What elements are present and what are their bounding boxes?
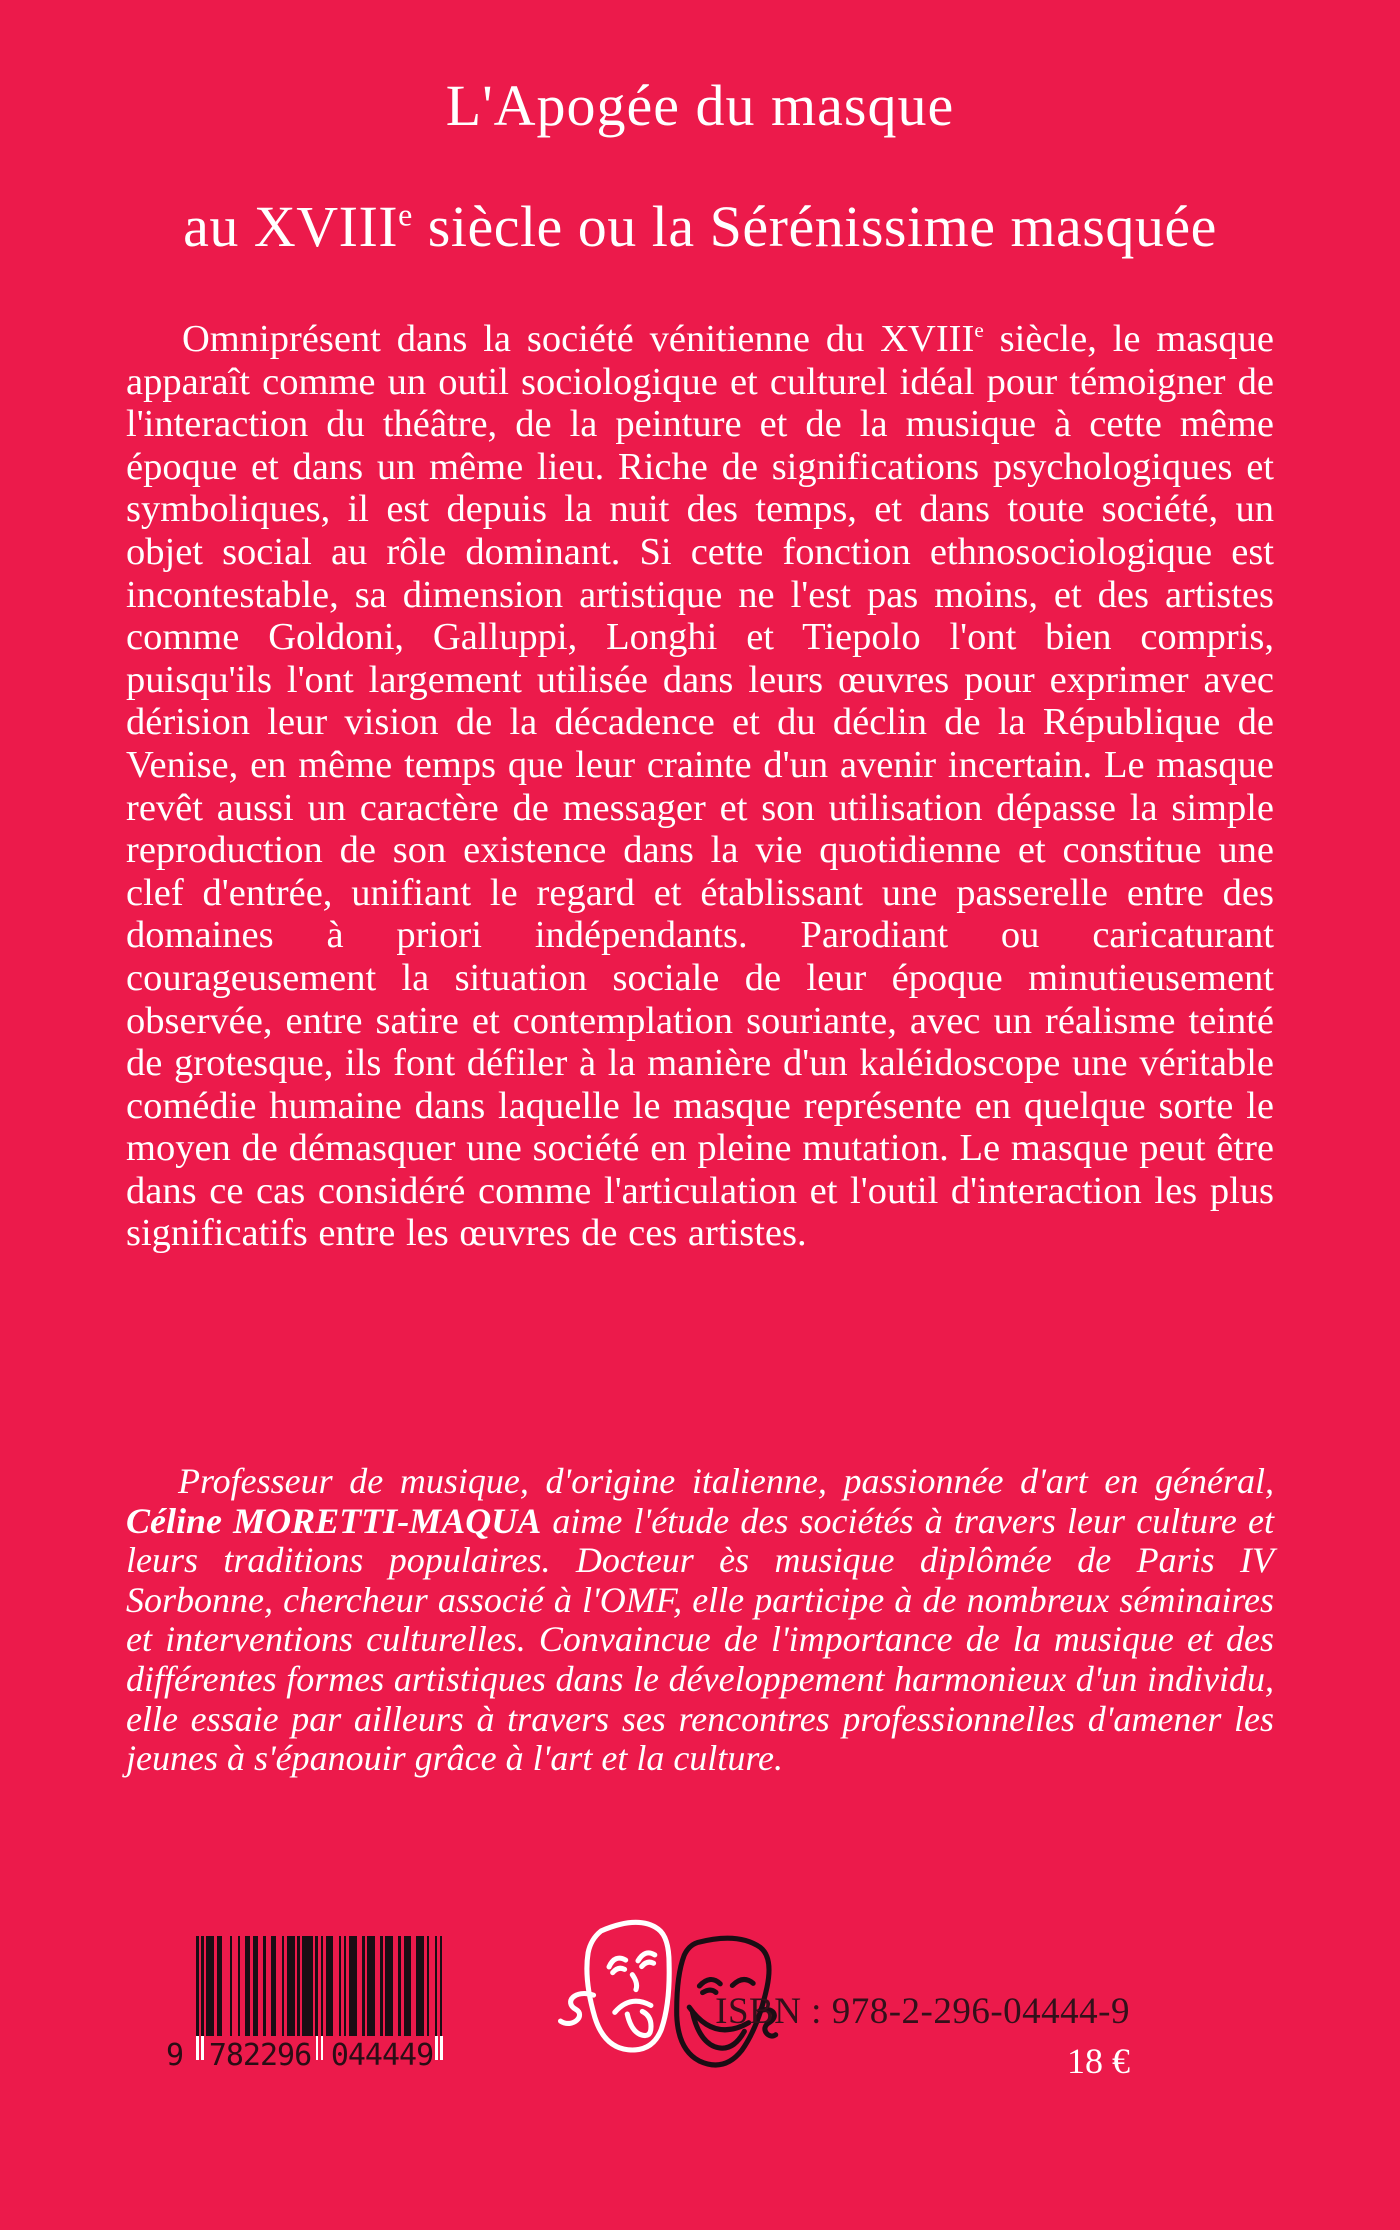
barcode-guard-bar (201, 2036, 204, 2060)
barcode-digit-group-2: 782296 (208, 2038, 312, 2073)
title-line-2-rest: siècle ou la Sérénissime masquée (412, 194, 1217, 259)
isbn-text: ISBN : 978-2-296-04444-9 (715, 1991, 1130, 2032)
price-text: 18 € (1067, 2041, 1130, 2081)
ean-barcode (166, 1936, 443, 2073)
synopsis-superscript-e: e (974, 318, 984, 343)
barcode-bars (196, 1936, 443, 2036)
bio-text-rest: aime l'étude des sociétés à travers leur culture et leurs traditions populaires. Docteur ès musique diplômée de Paris IV Sorbonne, chercheur associé à l'OMF, elle participe à de nombreux séminaires et interventions culturelles. Convaincue de l'importance de la musique et des différentes formes artistiques dans le développement harmonieux d'un individu, elle essaie par ailleurs à travers ses rencontres professionnelles d'amener les jeunes à s'épanouir grâce à l'art et la culture. (126, 1500, 1274, 1779)
barcode-digits (166, 2036, 443, 2073)
synopsis-text-rest: siècle, le masque apparaît comme un outil sociologique et culturel idéal pour témoigner de l'interaction du théâtre, de la peinture et de la musique à cette même époque et dans un même lieu. Riche de significations psychologiques et symboliques, il est depuis la nuit des temps, et dans toute société, un objet social au rôle dominant. Si cette fonction ethnosociologique est incontestable, sa dimension artistique ne l'est pas moins, et des artistes comme Goldoni, Galluppi, Longhi et Tiepolo l'ont bien compris, puisqu'ils l'ont largement utilisée dans leurs œuvres pour exprimer avec dérision leur vision de la décadence et du déclin de la République de Venise, en même temps que leur crainte d'un avenir incertain. Le masque revêt aussi un caractère de messager et son utilisation dépasse la simple reproduction de son existence dans la vie quotidienne et constitue une clef d'entrée, unifiant le regard et établissant une passerelle entre des domaines à priori indépendants. Parodiant ou caricaturant courageusement la situation sociale de leur époque minutieusement observée, entre satire et contemplation souriante, avec un réalisme teinté de grotesque, ils font défiler à la manière d'un kaléidoscope une véritable comédie humaine dans laquelle le masque représente en quelque sorte le moyen de démasquer une société en pleine mutation. Le masque peut être dans ce cas considéré comme l'articulation et l'outil d'interaction les plus significatifs entre les œuvres de ces artistes. (126, 318, 1274, 1255)
barcode-guard-bar (196, 2036, 199, 2060)
title-line-1: L'Apogée du masque (445, 73, 955, 138)
title-superscript-e: e (398, 197, 413, 233)
barcode-guard-bar (316, 2036, 319, 2060)
barcode-guard-bar (440, 2036, 443, 2060)
barcode-digit-group-1: 9 (166, 2038, 184, 2073)
barcode-guard-bar (435, 2036, 438, 2060)
barcode-guard-bar (321, 2036, 324, 2060)
isbn-price-block (715, 1990, 1130, 2082)
synopsis-text-start: Omniprésent dans la société vénitienne du XVIII (182, 318, 975, 360)
bio-text-start: Professeur de musique, d'origine italienne, passionnée d'art en général, (178, 1461, 1274, 1501)
author-bio-paragraph (126, 1462, 1274, 1779)
book-title (0, 72, 1400, 260)
tragedy-mask-white (551, 1919, 678, 2057)
author-name: Céline MORETTI-MAQUA (126, 1500, 542, 1541)
barcode-digit-group-3: 044449 (330, 2038, 434, 2073)
title-line-2 (0, 193, 1400, 260)
synopsis-paragraph (126, 318, 1274, 1255)
barcode-bar-module (440, 1936, 443, 2036)
title-line-2-text: au XVIII (183, 194, 399, 259)
